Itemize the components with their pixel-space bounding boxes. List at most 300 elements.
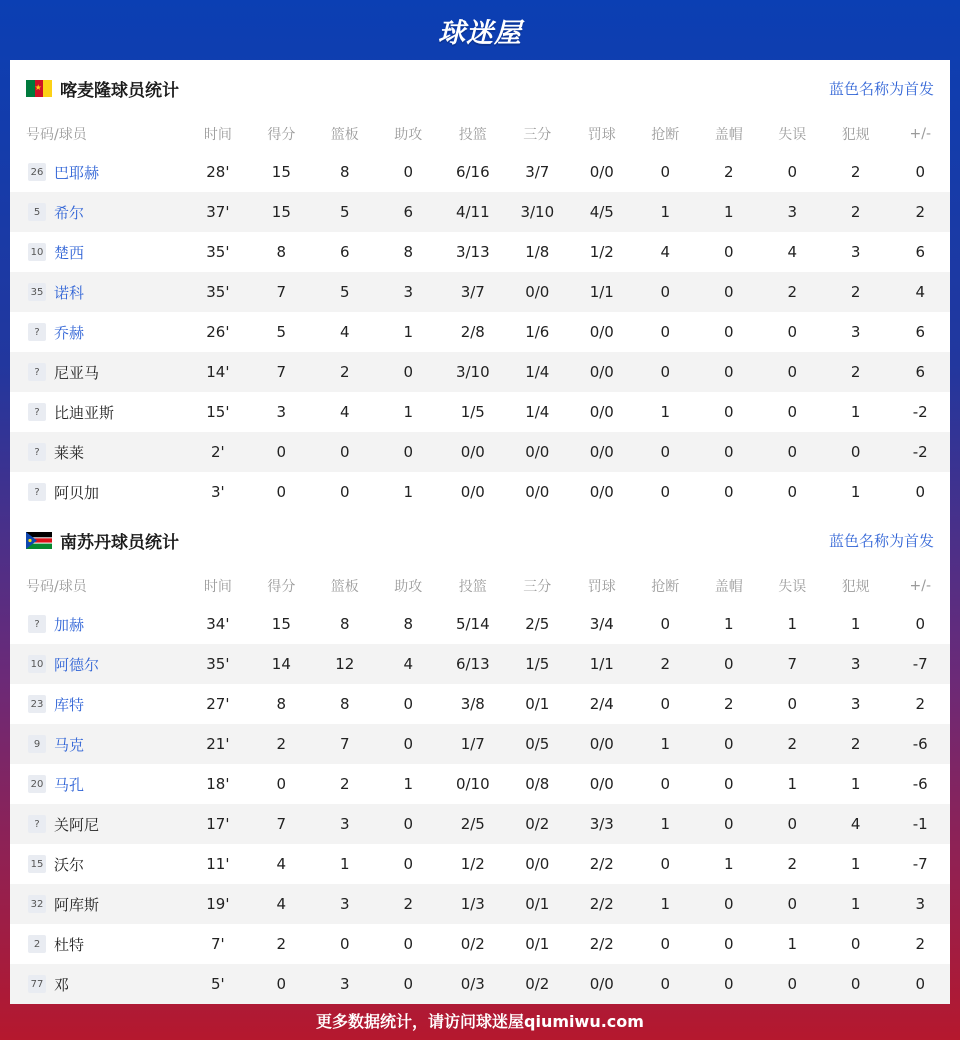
player-cell [10,392,184,432]
table-row [10,804,950,844]
player-cell [10,844,184,884]
stat-cell: 0 [311,432,379,472]
stat-cell: 14' [184,352,252,392]
stat-cell: 3 [891,884,951,924]
stat-cell: 3/13 [438,232,508,272]
stat-cell: 1/4 [508,352,567,392]
stat-cell: 0 [379,684,438,724]
player-name-link[interactable]: 莱莱 [54,443,85,462]
player-cell [10,192,184,232]
stat-cell: 8 [311,604,379,644]
stat-cell: 0/5 [508,724,567,764]
player-name-link[interactable]: 加赫 [54,615,85,634]
column-header: 犯规 [841,579,870,595]
player-name-link[interactable]: 诺科 [54,283,85,302]
stat-cell: 3 [821,644,891,684]
player-cell [10,604,184,644]
player-cell [10,684,184,724]
stat-cell: 0/1 [508,884,567,924]
stat-cell: 0 [379,432,438,472]
player-cell [10,644,184,684]
column-header: 罚球 [587,127,616,143]
player-name-link[interactable]: 阿贝加 [54,483,100,502]
stat-cell: 1/3 [438,884,508,924]
column-header-player: 号码/球员 [26,579,87,595]
column-header: 投篮 [458,579,487,595]
player-cell [10,724,184,764]
jersey-number-badge: 10 [28,655,46,673]
stat-cell: 2/8 [438,312,508,352]
column-header: 失误 [778,579,807,595]
stat-cell: 0 [252,764,311,804]
table-row [10,232,950,272]
section-title [26,528,179,553]
stat-cell: 11' [184,844,252,884]
column-header: 时间 [203,127,232,143]
stat-cell: 8 [252,232,311,272]
stat-cell: 3 [821,684,891,724]
stat-cell: 1 [379,392,438,432]
stat-cell: 1/5 [438,392,508,432]
stat-cell: 1/2 [438,844,508,884]
stat-cell: 1/5 [508,644,567,684]
table-row [10,604,950,644]
stat-cell: 0/0 [567,724,637,764]
stat-cell: 1 [637,804,694,844]
column-header: 犯规 [841,127,870,143]
stat-cell: 0 [637,964,694,1004]
stat-cell: 0/0 [567,764,637,804]
player-cell [10,432,184,472]
stat-cell: 1 [637,884,694,924]
player-name-link[interactable]: 尼亚马 [54,363,100,382]
stat-cell: 0 [637,352,694,392]
stat-cell: 14 [252,644,311,684]
cameroon-flag-icon: ★ [26,80,52,97]
player-name-link[interactable]: 库特 [54,695,85,714]
stat-cell: 8 [379,604,438,644]
stat-cell: 2 [821,724,891,764]
table-row [10,312,950,352]
stat-cell: 0/0 [508,432,567,472]
stat-cell: 0 [637,764,694,804]
stat-cell: 2/2 [567,884,637,924]
player-cell [10,804,184,844]
stat-cell: 4 [637,232,694,272]
footer-link[interactable]: 更多数据统计，请访问球迷屋qiumiwu.com [316,1011,644,1031]
jersey-number-badge: 20 [28,775,46,793]
stat-cell: 0/8 [508,764,567,804]
stat-cell: 1 [821,764,891,804]
stat-cell: 2 [891,684,951,724]
stat-cell: -2 [891,432,951,472]
stat-cell: 0 [694,272,764,312]
jersey-number-badge: 26 [28,163,46,181]
column-header: 盖帽 [714,579,743,595]
stat-cell: 0 [821,924,891,964]
stat-cell: 0 [764,432,821,472]
stat-cell: 2 [891,192,951,232]
stat-cell: 1 [637,724,694,764]
player-name-link[interactable]: 邓 [54,975,70,994]
stat-cell: 0 [764,804,821,844]
stat-cell: -6 [891,764,951,804]
jersey-number-badge: 5 [28,203,46,221]
table-row [10,432,950,472]
player-info [28,694,184,715]
stat-cell: 0 [764,884,821,924]
player-cell [10,232,184,272]
player-name-link[interactable]: 马克 [54,735,85,754]
stat-cell: 0 [379,152,438,192]
stat-cell: 4 [379,644,438,684]
stat-cell: 1 [764,764,821,804]
player-info [28,854,184,875]
stat-cell: 1 [694,604,764,644]
stat-cell: 1 [821,392,891,432]
stat-cell: 0/1 [508,684,567,724]
player-cell [10,924,184,964]
stat-cell: 1 [821,884,891,924]
table-row [10,724,950,764]
stat-cell: 1 [694,844,764,884]
stat-cell: 6 [891,312,951,352]
stat-cell: 3 [311,804,379,844]
player-cell [10,472,184,512]
player-info [28,322,184,343]
column-header: 失误 [778,127,807,143]
player-info [28,654,184,675]
stat-cell: 3' [184,472,252,512]
jersey-number-badge: 2 [28,935,46,953]
stat-cell: 2' [184,432,252,472]
jersey-number-badge: 32 [28,895,46,913]
stat-cell: 6 [891,352,951,392]
stat-cell: 4/11 [438,192,508,232]
stat-cell: 0 [252,472,311,512]
stat-cell: 5/14 [438,604,508,644]
column-header: 三分 [523,579,552,595]
column-header-row [10,116,950,152]
jersey-number-badge: 15 [28,855,46,873]
table-row [10,352,950,392]
stat-cell: 0 [311,924,379,964]
stat-cell: 0 [637,924,694,964]
stat-cell: 6 [379,192,438,232]
stat-cell: 1/1 [567,644,637,684]
stat-cell: 1/8 [508,232,567,272]
player-info [28,894,184,915]
stat-cell: 2 [821,152,891,192]
jersey-number-badge: 9 [28,735,46,753]
stat-cell: 0 [764,352,821,392]
player-name-link[interactable]: 阿库斯 [54,895,100,914]
player-stats-table [10,116,950,512]
stat-cell: 2 [252,724,311,764]
stat-cell: 3 [821,312,891,352]
stat-cell: 1 [379,472,438,512]
player-cell [10,764,184,804]
stat-cell: 0 [694,884,764,924]
table-row [10,764,950,804]
player-info [28,202,184,223]
stat-cell: 27' [184,684,252,724]
player-stats-table [10,568,950,1004]
stat-cell: 0/0 [508,844,567,884]
column-header: 助攻 [394,579,423,595]
stat-cell: 0/2 [438,924,508,964]
stat-cell: 2 [821,272,891,312]
stat-cell: 4 [764,232,821,272]
stat-cell: 3/4 [567,604,637,644]
stat-cell: 0 [694,392,764,432]
stat-cell: 26' [184,312,252,352]
column-header: 时间 [203,579,232,595]
stat-cell: 0 [694,232,764,272]
player-name-link[interactable]: 沃尔 [54,855,85,874]
table-row [10,192,950,232]
player-name-link[interactable]: 楚西 [54,243,85,262]
stat-cell: 6/16 [438,152,508,192]
stat-cell: 0 [379,924,438,964]
stat-cell: 19' [184,884,252,924]
column-header: 篮板 [330,127,359,143]
stat-cell: 1/7 [438,724,508,764]
stat-cell: 2 [252,924,311,964]
stat-cell: 0 [891,964,951,1004]
team-section-cameroon [10,60,950,512]
stat-cell: 1 [821,604,891,644]
brand-logo[interactable]: 球迷屋 [438,17,522,49]
stat-cell: 1 [637,392,694,432]
stat-cell: 0 [637,844,694,884]
jersey-number-badge: 23 [28,695,46,713]
column-header: +/- [909,578,931,594]
stat-cell: 2 [694,152,764,192]
stat-cell: 3/8 [438,684,508,724]
table-row [10,844,950,884]
stat-cell: 0/0 [567,312,637,352]
stat-cell: 2 [637,644,694,684]
player-info [28,242,184,263]
stat-cell: 0 [637,472,694,512]
starter-legend: 蓝色名称为首发 [828,531,934,550]
stat-cell: 3/7 [438,272,508,312]
stat-cell: 2 [891,924,951,964]
stat-cell: 0 [891,472,951,512]
section-header [10,60,950,116]
player-name-link[interactable]: 马孔 [54,775,85,794]
column-header: 得分 [267,127,296,143]
jersey-number-badge: ? [28,323,46,341]
stat-cell: 35' [184,644,252,684]
team-title: 喀麦隆球员统计 [60,80,179,101]
stat-cell: 0 [764,152,821,192]
stat-cell: 1 [694,192,764,232]
stat-cell: 4 [252,884,311,924]
table-row [10,924,950,964]
stat-cell: 0 [694,804,764,844]
column-header: 三分 [523,127,552,143]
stat-cell: 0/0 [438,472,508,512]
stat-cell: 0 [821,964,891,1004]
stat-cell: 0 [764,964,821,1004]
stat-cell: 1 [379,312,438,352]
player-name-link[interactable]: 乔赫 [54,323,85,342]
stat-cell: 2/2 [567,924,637,964]
stat-cell: 0/2 [508,804,567,844]
stat-cell: 0/10 [438,764,508,804]
stat-cell: 3 [821,232,891,272]
player-info [28,614,184,635]
stat-cell: 0 [379,352,438,392]
stat-cell: 0/0 [508,272,567,312]
stat-cell: 2 [764,724,821,764]
stat-cell: 0/3 [438,964,508,1004]
player-info [28,362,184,383]
jersey-number-badge: ? [28,363,46,381]
footer-banner [0,1000,960,1040]
stat-cell: 17' [184,804,252,844]
stat-cell: 1 [821,472,891,512]
stat-cell: 0 [252,964,311,1004]
stat-cell: 3 [252,392,311,432]
table-row [10,272,950,312]
jersey-number-badge: ? [28,403,46,421]
stat-cell: -7 [891,844,951,884]
player-name-link[interactable]: 杜特 [54,935,85,954]
player-name-link[interactable]: 关阿尼 [54,815,100,834]
stat-cell: 0/0 [508,472,567,512]
stat-cell: 2/4 [567,684,637,724]
stat-cell: 8 [252,684,311,724]
stat-cell: 0 [764,472,821,512]
stat-cell: 35' [184,272,252,312]
stat-cell: -7 [891,644,951,684]
stat-cell: 1/4 [508,392,567,432]
column-header: +/- [909,126,931,142]
stat-cell: 4 [891,272,951,312]
stat-cell: 1 [764,604,821,644]
stat-cell: 0 [764,392,821,432]
player-info [28,442,184,463]
stat-cell: 0 [637,272,694,312]
player-info [28,402,184,423]
jersey-number-badge: 77 [28,975,46,993]
column-header-player: 号码/球员 [26,127,87,143]
stat-cell: 5 [252,312,311,352]
jersey-number-badge: ? [28,443,46,461]
stat-cell: 0/1 [508,924,567,964]
team-section-south-sudan [10,512,950,1004]
player-name-link[interactable]: 阿德尔 [54,655,100,674]
stat-cell: 18' [184,764,252,804]
stat-cell: 0 [637,312,694,352]
stat-cell: 6 [891,232,951,272]
stat-cell: 37' [184,192,252,232]
stat-cell: 1 [764,924,821,964]
column-header: 抢断 [651,127,680,143]
stat-cell: 1/6 [508,312,567,352]
stat-cell: 3 [764,192,821,232]
stat-cell: 4/5 [567,192,637,232]
jersey-number-badge: ? [28,483,46,501]
jersey-number-badge: ? [28,815,46,833]
column-header: 篮板 [330,579,359,595]
stat-cell: 5' [184,964,252,1004]
jersey-number-badge: 10 [28,243,46,261]
stat-cell: 0/0 [567,152,637,192]
stat-cell: 0/0 [567,352,637,392]
stat-cell: 15 [252,152,311,192]
stat-cell: 2 [821,192,891,232]
column-header: 抢断 [651,579,680,595]
stat-cell: 2 [379,884,438,924]
player-name-link[interactable]: 巴耶赫 [54,163,100,182]
player-cell [10,272,184,312]
stat-cell: 1/1 [567,272,637,312]
stat-cell: 6 [311,232,379,272]
stat-cell: 0 [637,684,694,724]
stat-cell: 0 [694,432,764,472]
table-row [10,392,950,432]
stat-cell: 3 [311,964,379,1004]
player-cell [10,152,184,192]
stat-cell: 2/5 [508,604,567,644]
column-header: 罚球 [587,579,616,595]
stat-cell: 2/2 [567,844,637,884]
stat-cell: 3/7 [508,152,567,192]
table-row [10,684,950,724]
team-title: 南苏丹球员统计 [60,532,179,553]
player-name-link[interactable]: 希尔 [54,203,85,222]
stat-cell: 2 [694,684,764,724]
table-row [10,644,950,684]
player-info [28,482,184,503]
player-name-link[interactable]: 比迪亚斯 [54,403,115,422]
column-header: 得分 [267,579,296,595]
stat-cell: 15' [184,392,252,432]
stat-cell: 7 [252,352,311,392]
stat-cell: 0 [637,604,694,644]
stat-cell: 0/0 [567,472,637,512]
stat-cell: -6 [891,724,951,764]
column-header-row [10,568,950,604]
stat-cell: 4 [311,392,379,432]
stat-cell: 0/0 [567,964,637,1004]
section-header [10,512,950,568]
stat-cell: 7 [252,272,311,312]
jersey-number-badge: 35 [28,283,46,301]
stat-cell: 1 [311,844,379,884]
stat-cell: 0 [637,432,694,472]
stat-cell: 0 [694,764,764,804]
starter-legend: 蓝色名称为首发 [828,79,934,98]
stat-cell: 2 [311,764,379,804]
player-info [28,734,184,755]
stat-cell: 0 [694,724,764,764]
stat-cell: 2 [821,352,891,392]
jersey-number-badge: ? [28,615,46,633]
player-info [28,282,184,303]
stat-cell: 0 [311,472,379,512]
stat-cell: 15 [252,192,311,232]
stat-cell: 0 [891,604,951,644]
stat-cell: 12 [311,644,379,684]
stat-cell: 3 [379,272,438,312]
stat-cell: 3/10 [508,192,567,232]
stat-cell: 1 [637,192,694,232]
